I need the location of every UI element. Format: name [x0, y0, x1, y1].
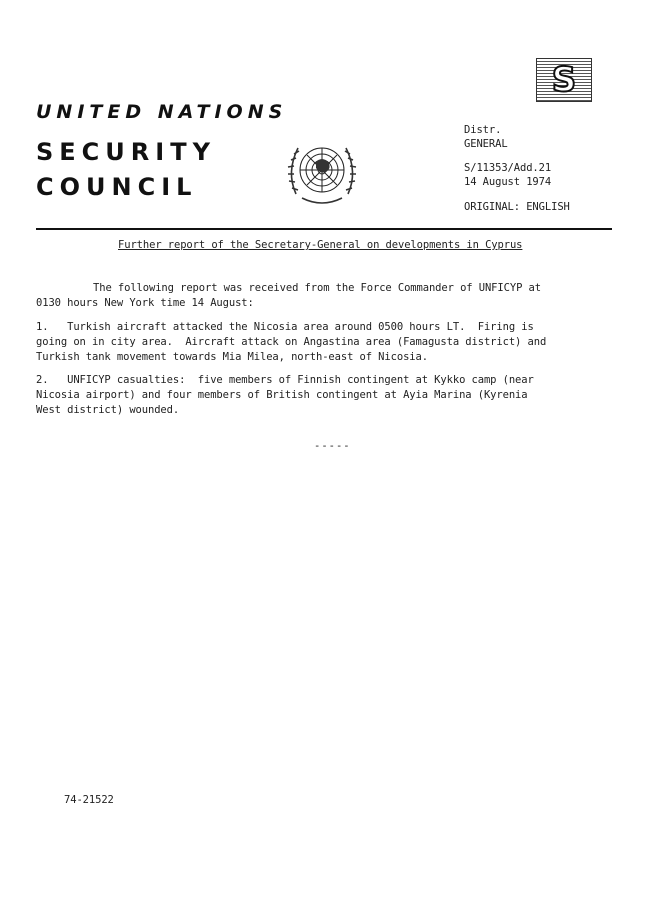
end-mark: -----: [314, 440, 351, 452]
intro-line-2: 0130 hours New York time 14 August:: [36, 297, 254, 309]
document-symbol: S/11353/Add.21: [464, 162, 552, 174]
document-title: Further report of the Secretary-General on developments in Cyprus: [118, 239, 523, 251]
intro-line-1: The following report was received from the Force Commander of UNFICYP at: [93, 282, 541, 294]
document-number: 74-21522: [64, 794, 114, 806]
body-heading-council: COUNCIL: [36, 173, 198, 201]
distr-label: Distr.: [464, 124, 502, 136]
header-rule: [36, 228, 612, 230]
para1-line-2: going on in city area. Aircraft attack on Angastina area (Famagusta district) and: [36, 336, 547, 348]
para2-line-1: 2. UNFICYP casualties: five members of Finnish contingent at Kykko camp (near: [36, 374, 534, 386]
logo-letter: S: [551, 60, 577, 100]
distr-value: GENERAL: [464, 138, 508, 150]
para1-line-1: 1. Turkish aircraft attacked the Nicosia area around 0500 hours LT. Firing is: [36, 321, 534, 333]
para2-line-3: West district) wounded.: [36, 404, 180, 416]
para2-line-2: Nicosia airport) and four members of British contingent at Ayia Marina (Kyrenia: [36, 389, 528, 401]
org-heading: UNITED NATIONS: [36, 101, 288, 123]
body-heading-security: SECURITY: [36, 138, 216, 166]
para1-line-3: Turkish tank movement towards Mia Milea, north-east of Nicosia.: [36, 351, 428, 363]
un-emblem-icon: [280, 132, 364, 212]
security-council-logo: [536, 58, 592, 102]
original-language: ORIGINAL: ENGLISH: [464, 201, 570, 213]
document-date: 14 August 1974: [464, 176, 552, 188]
